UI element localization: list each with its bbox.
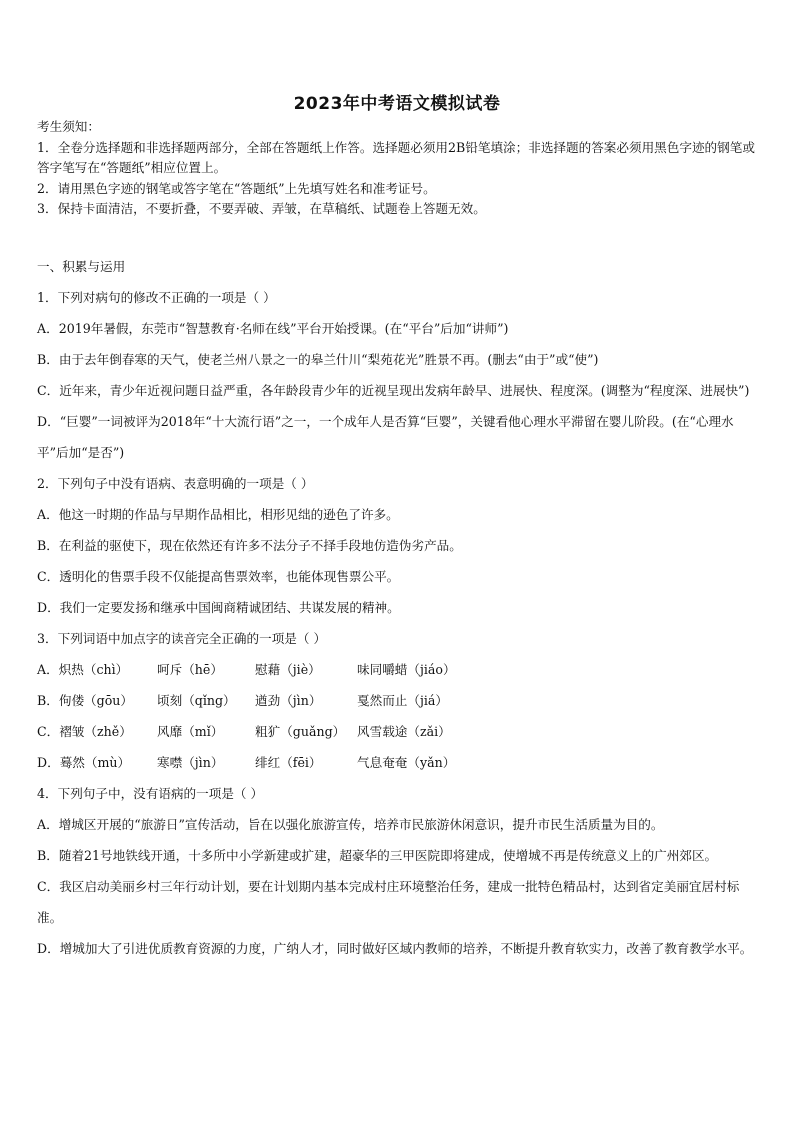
question-3-option-a <box>37 654 759 685</box>
option-word: B．佝偻（gōu） <box>37 692 133 708</box>
question-4-stem: 4．下列句子中，没有语病的一项是（ ） <box>37 785 264 801</box>
question-3-option-b <box>37 685 759 716</box>
question-3-stem: 3．下列词语中加点字的读音完全正确的一项是（ ） <box>37 630 327 646</box>
question-2-option-d: D．我们一定要发扬和继承中国闽商精诚团结、共谋发展的精神。 <box>37 599 400 615</box>
notice-item-1: 1．全卷分选择题和非选择题两部分，全部在答题纸上作答。选择题必须用2B铅笔填涂；非选择题的答案必须用黑色字迹的钢笔或答字笔写在“答题纸”相应位置上。 <box>37 139 755 175</box>
question-2-stem: 2．下列句子中没有语病、表意明确的一项是（ ） <box>37 475 314 491</box>
option-word: C．褶皱（zhě） <box>37 723 132 739</box>
notice-item-3: 3．保持卡面清洁，不要折叠，不要弄破、弄皱，在草稿纸、试题卷上答题无效。 <box>37 201 486 216</box>
option-word: D．蓦然（mù） <box>37 754 131 770</box>
exam-body <box>37 117 759 964</box>
option-word: 顷刻（qǐng） <box>157 692 236 708</box>
option-word: 粗犷（guǎng） <box>255 723 346 739</box>
question-4-option-b: B．随着21号地铁线开通，十多所中小学新建或扩建，超豪华的三甲医院即将建成，使增城不再是传统意义上的广州郊区。 <box>37 847 718 863</box>
question-1-option-b: B．由于去年倒春寒的天气，使老兰州八景之一的皋兰什川“梨苑花光”胜景不再。(删去“由于”或“使”) <box>37 351 599 367</box>
notice-item-2: 2．请用黑色字迹的钢笔或答字笔在“答题纸”上先填写姓名和准考证号。 <box>37 180 436 196</box>
option-word: 戛然而止（jiá） <box>357 692 449 708</box>
question-4-option-d: D．增城加大了引进优质教育资源的力度，广纳人才，同时做好区域内教师的培养，不断提升教育软实力，改善了教育教学水平。 <box>37 940 753 956</box>
option-word: 味同嚼蜡（jiáo） <box>357 661 456 677</box>
option-word: 风雪载途（zǎi） <box>357 723 451 739</box>
question-4-option-a: A．增城区开展的“旅游日”宣传活动，旨在以强化旅游宣传，培养市民旅游休闲意识，提升市民生活质量为目的。 <box>37 816 664 832</box>
question-2-option-b: B．在利益的驱使下，现在依然还有许多不法分子不择手段地仿造伪劣产品。 <box>37 537 462 553</box>
question-3-option-c <box>37 716 759 747</box>
spacer <box>37 220 759 241</box>
question-1-stem: 1．下列对病句的修改不正确的一项是（ ） <box>37 289 276 305</box>
question-block <box>37 251 759 964</box>
question-3-option-d <box>37 747 759 778</box>
notice-heading: 考生须知： <box>37 119 100 134</box>
question-2-option-a: A．他这一时期的作品与早期作品相比，相形见绌的逊色了许多。 <box>37 506 399 522</box>
option-word: 风靡（mǐ） <box>157 723 224 739</box>
question-1-option-d: D．“巨婴”一词被评为2018年“十大流行语”之一，一个成年人是否算“巨婴”，关键看他心理水平滞留在婴儿阶段。(在“心理水平”后加“是否”) <box>37 413 734 460</box>
option-word: 绯红（fēi） <box>255 754 322 770</box>
option-word: 寒噤（jìn） <box>157 754 224 770</box>
option-word: 气息奄奄（yǎn） <box>357 754 456 770</box>
question-1-option-a: A．2019年暑假，东莞市“智慧教育·名师在线”平台开始授课。(在“平台”后加“讲师”) <box>37 320 509 336</box>
page-title: 2023年中考语文模拟试卷 <box>293 94 501 114</box>
question-2-option-c: C．透明化的售票手段不仅能提高售票效率，也能体现售票公平。 <box>37 568 400 584</box>
candidate-notice <box>37 117 759 220</box>
option-word: 慰藉（jiè） <box>255 661 321 677</box>
option-word: 呵斥（hē） <box>157 661 223 677</box>
question-1-option-c: C．近年来，青少年近视问题日益严重，各年龄段青少年的近视呈现出发病年龄早、进展快、程度深。(调整为“程度深、进展快”) <box>37 382 750 398</box>
option-word: 遒劲（jìn） <box>255 692 322 708</box>
question-4-option-c: C．我区启动美丽乡村三年行动计划，要在计划期内基本完成村庄环境整治任务，建成一批特色精品村，达到省定美丽宜居村标准。 <box>37 878 740 925</box>
option-word: A．炽热（chì） <box>37 661 129 677</box>
section-heading: 一、积累与运用 <box>37 258 126 274</box>
